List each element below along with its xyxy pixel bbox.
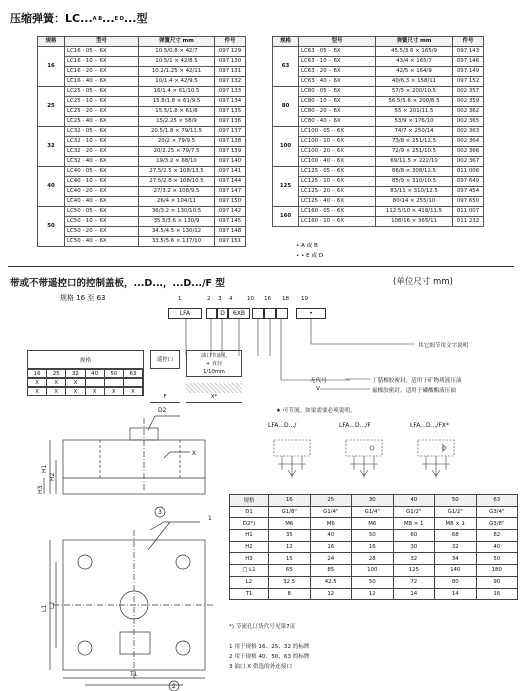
dim-cell: 16/1.4 × 61/10.5 bbox=[139, 87, 215, 97]
dim-value: 12 bbox=[310, 588, 352, 600]
dim-size-header: 30 bbox=[352, 495, 394, 507]
sel-row-1 bbox=[27, 378, 144, 387]
sel-cell: X bbox=[66, 388, 85, 395]
label-h3: H3 bbox=[37, 485, 44, 494]
model-cell: LC25 · 10 ·· 6X bbox=[65, 97, 139, 107]
part-cell: 097 151 bbox=[215, 237, 246, 247]
dim-label: T1 bbox=[230, 588, 269, 600]
model-cell: LC40 · 05 ·· 6X bbox=[65, 167, 139, 177]
label-n2: 2 bbox=[172, 683, 176, 690]
label-l1: L1 bbox=[41, 604, 48, 612]
dim-row bbox=[230, 518, 518, 530]
variant-2: LFA...D.../F bbox=[339, 422, 371, 429]
model-cell: LC32 · 10 ·· 6X bbox=[65, 137, 139, 147]
col-part-no: 件号 bbox=[215, 37, 246, 47]
dim-value: M8 × 1 bbox=[393, 518, 435, 530]
dim-row bbox=[230, 541, 518, 553]
code-pos-4: 4 bbox=[229, 296, 233, 302]
model-cell: LC50 · 40 ·· 6X bbox=[65, 237, 139, 247]
code-pos-19: 19 bbox=[301, 296, 309, 302]
dim-size-header: 16 bbox=[269, 495, 311, 507]
sel-cell: 50 bbox=[105, 370, 124, 377]
dim-value: 80 bbox=[435, 576, 477, 588]
dim-value: 180 bbox=[476, 565, 518, 577]
dim-cell: 43/4 × 165/7 bbox=[376, 57, 453, 67]
dim-cell: 20.5/1.8 × 79/11.5 bbox=[139, 127, 215, 137]
part-cell: 097 141 bbox=[215, 167, 246, 177]
part-cell: 097 132 bbox=[215, 77, 246, 87]
code-lfa: LFA bbox=[168, 308, 202, 319]
unit-note: (单位尺寸 mm) bbox=[393, 277, 453, 287]
sel-cell: X bbox=[28, 379, 47, 386]
dim-cell: 86/8 × 308/12.5 bbox=[376, 167, 453, 177]
dim-cell: 80/14 × 255/10 bbox=[376, 197, 453, 207]
part-cell: 002 363 bbox=[453, 127, 484, 137]
dim-value: 82 bbox=[476, 530, 518, 542]
sel-cell: 16 bbox=[28, 370, 47, 377]
size-cell: 50 bbox=[38, 207, 65, 247]
size-cell: 25 bbox=[38, 87, 65, 127]
size-cell: 40 bbox=[38, 167, 65, 207]
dim-value: 65 bbox=[269, 565, 311, 577]
sel-spec-header bbox=[27, 350, 144, 369]
model-cell: LC100 · 05 ·· 6X bbox=[299, 127, 376, 137]
code-pos-18: 18 bbox=[282, 296, 290, 302]
dim-value: 16 bbox=[310, 541, 352, 553]
dim-value: G1/4" bbox=[352, 506, 394, 518]
dim-value: 40 bbox=[476, 541, 518, 553]
dim-value: M6 bbox=[269, 518, 311, 530]
dim-cell: 55 × 201/11.5 bbox=[376, 107, 453, 117]
dim-value: 30 bbox=[393, 541, 435, 553]
dim-value: 50 bbox=[352, 576, 394, 588]
code-pos-10: 10 bbox=[247, 296, 255, 302]
part-cell: 097 148 bbox=[215, 227, 246, 237]
sel-cell: X bbox=[47, 388, 66, 395]
sel-orifice-header: 油口节流孔 + 直径 1/10mm bbox=[186, 350, 242, 377]
dim-cell: 56.5/5.6 × 200/8.5 bbox=[376, 97, 453, 107]
dim-value: 24 bbox=[310, 553, 352, 565]
sel-size-row bbox=[27, 369, 144, 378]
dim-value: 40 bbox=[310, 530, 352, 542]
hydraulic-symbols bbox=[260, 430, 480, 485]
dim-row bbox=[230, 588, 518, 600]
cover-drawing bbox=[37, 400, 240, 691]
label-n3: 3 bbox=[158, 509, 162, 516]
label-x: X bbox=[192, 450, 197, 457]
dim-value: M8 × 1 bbox=[435, 518, 477, 530]
size-cell: 80 bbox=[273, 87, 299, 127]
dim-value: 140 bbox=[435, 565, 477, 577]
dim-label: D2*) bbox=[230, 518, 269, 530]
sel-cell bbox=[86, 379, 105, 386]
dim-cell: 72/9 × 251/10.5 bbox=[376, 147, 453, 157]
dim-label: L2 bbox=[230, 576, 269, 588]
size-cell: 100 bbox=[273, 127, 299, 167]
dim-value: 12 bbox=[352, 588, 394, 600]
dim-value: G1/2" bbox=[393, 506, 435, 518]
seal-fkm-note: 氟橡胶密封。适用于磷酸酯液压油 bbox=[372, 388, 456, 394]
part-cell: 097 139 bbox=[215, 147, 246, 157]
col-model: 型号 bbox=[299, 37, 376, 47]
dim-label: □ L1 bbox=[230, 565, 269, 577]
part-cell: 097 142 bbox=[215, 207, 246, 217]
dim-cell: 10.5/0.8 × 42/7 bbox=[139, 47, 215, 57]
sel-cell: 25 bbox=[47, 370, 66, 377]
sel-xstar: X* bbox=[186, 394, 242, 403]
dim-cell: 15.8/1.8 × 61/9.5 bbox=[139, 97, 215, 107]
seal-no-code: 无代号 bbox=[310, 378, 327, 384]
dim-cell: 40/6.3 × 158/11 bbox=[376, 77, 453, 87]
dim-row bbox=[230, 565, 518, 577]
label-t1: T1 bbox=[130, 671, 138, 678]
part-cell: 097 138 bbox=[215, 137, 246, 147]
code-pos-2: 2 bbox=[207, 296, 211, 302]
dim-cell: 27/3.2 × 108/9.5 bbox=[139, 187, 215, 197]
sel-cell: X bbox=[66, 379, 85, 386]
dim-cell: 35.5/3.6 × 130/9 bbox=[139, 217, 215, 227]
part-cell: 002 367 bbox=[453, 157, 484, 167]
dim-cell: 36/3.2 × 130/10.5 bbox=[139, 207, 215, 217]
sel-hatch bbox=[186, 383, 242, 393]
model-cell: LC16 · 40 ·· 6X bbox=[65, 77, 139, 87]
dim-cell: 42/5 × 164/9 bbox=[376, 67, 453, 77]
dim-value: G3/4" bbox=[476, 506, 518, 518]
col-part-no: 件号 bbox=[453, 37, 484, 47]
dim-value: M6 bbox=[310, 518, 352, 530]
dim-value: 34 bbox=[435, 553, 477, 565]
dim-cell: 10.2/1.25 × 42/11 bbox=[139, 67, 215, 77]
model-cell: LC25 · 05 ·· 6X bbox=[65, 87, 139, 97]
dim-cell: 83/11 × 310/12.5 bbox=[376, 187, 453, 197]
sel-cell: X bbox=[105, 388, 124, 395]
note-3: 3 油口 X 供选的外连接口 bbox=[229, 664, 293, 670]
dim-cell: 27.5/2.5 × 108/13.5 bbox=[139, 167, 215, 177]
dim-value: 50 bbox=[352, 530, 394, 542]
model-cell: LC63 · 10 ·· 6X bbox=[299, 57, 376, 67]
dim-value: 72 bbox=[393, 576, 435, 588]
col-spring-dim: 弹簧尺寸 mm bbox=[376, 37, 453, 47]
dim-value: 85 bbox=[310, 565, 352, 577]
dim-value: 125 bbox=[393, 565, 435, 577]
dim-value: G1/8" bbox=[269, 506, 311, 518]
model-cell: LC100 · 40 ·· 6X bbox=[299, 157, 376, 167]
size-cell: 160 bbox=[273, 207, 299, 227]
model-cell: LC25 · 40 ·· 6X bbox=[65, 117, 139, 127]
dim-value: 16 bbox=[352, 541, 394, 553]
part-cell: 097 145 bbox=[215, 217, 246, 227]
other-details-note: 其它细节用文字说明 bbox=[418, 343, 469, 349]
sel-cell bbox=[105, 379, 124, 386]
model-cell: LC40 · 20 ·· 6X bbox=[65, 187, 139, 197]
part-cell: 002 359 bbox=[453, 97, 484, 107]
part-cell: 002 362 bbox=[453, 107, 484, 117]
dim-row bbox=[230, 530, 518, 542]
dim-cell: 20/2.25 × 79/7.5 bbox=[139, 147, 215, 157]
dimension-table bbox=[229, 494, 518, 600]
model-cell: LC100 · 20 ·· 6X bbox=[299, 147, 376, 157]
sel-cell: X bbox=[124, 388, 143, 395]
dim-cell: 73/8 × 251/12.5 bbox=[376, 137, 453, 147]
dim-size-label: 规格 bbox=[230, 495, 269, 507]
size-cell: 63 bbox=[273, 47, 299, 87]
seal-v: V bbox=[316, 386, 320, 392]
title-fraction-ed: E D bbox=[114, 15, 124, 22]
size-cell: 32 bbox=[38, 127, 65, 167]
dim-size-header: 40 bbox=[393, 495, 435, 507]
dim-value: M6 bbox=[352, 518, 394, 530]
dim-size-header: 50 bbox=[435, 495, 477, 507]
optional-note: ★ 可节流。如果需要必须说明。 bbox=[276, 408, 356, 414]
code-pos-16: 16 bbox=[264, 296, 272, 302]
dim-value: 12 bbox=[269, 541, 311, 553]
dim-label: H2 bbox=[230, 541, 269, 553]
dim-value: 15 bbox=[269, 553, 311, 565]
model-cell: LC125 · 05 ·· 6X bbox=[299, 167, 376, 177]
col-size: 规格 bbox=[38, 37, 65, 47]
model-cell: LC63 · 05 ·· 6X bbox=[299, 47, 376, 57]
dim-cell: 53/9 × 176/10 bbox=[376, 117, 453, 127]
model-cell: LC63 · 20 ·· 6X bbox=[299, 67, 376, 77]
part-cell: 097 147 bbox=[215, 187, 246, 197]
model-cell: LC160 · 10 ·· 6X bbox=[299, 217, 376, 227]
part-cell: 097 143 bbox=[453, 47, 484, 57]
dim-cell: 33.5/5.6 × 117/10 bbox=[139, 237, 215, 247]
part-cell: 097 136 bbox=[215, 117, 246, 127]
dim-label: D1 bbox=[230, 506, 269, 518]
dim-cell: 74/7 × 250/14 bbox=[376, 127, 453, 137]
model-cell: LC32 · 05 ·· 6X bbox=[65, 127, 139, 137]
part-cell: 097 137 bbox=[215, 127, 246, 137]
cover-title: 带或不带遥控口的控制盖板，...D...，...D.../F 型 bbox=[10, 278, 225, 289]
part-cell: 002 357 bbox=[453, 87, 484, 97]
model-cell: LC25 · 20 ·· 6X bbox=[65, 107, 139, 117]
title-fraction-ab: A B bbox=[92, 15, 103, 22]
variant-1: LFA...D.../ bbox=[268, 422, 297, 429]
model-cell: LC50 · 05 ·· 6X bbox=[65, 207, 139, 217]
model-cell: LC125 · 10 ·· 6X bbox=[299, 177, 376, 187]
code-dot: • bbox=[296, 308, 326, 319]
part-cell: 097 140 bbox=[215, 157, 246, 167]
label-l2: L2 bbox=[49, 601, 56, 609]
dim-cell: 112.5/10 × 418/11.5 bbox=[376, 207, 453, 217]
sel-cell: 63 bbox=[124, 370, 143, 377]
dim-cell: 20/2 × 79/9.5 bbox=[139, 137, 215, 147]
model-cell: LC80 · 40 ·· 6X bbox=[299, 117, 376, 127]
dim-cell: 15.5/1.8 × 61/8 bbox=[139, 107, 215, 117]
part-cell: 011 006 bbox=[453, 167, 484, 177]
sel-f: F bbox=[150, 394, 180, 403]
part-cell: 097 130 bbox=[215, 57, 246, 67]
model-cell: LC80 · 05 ·· 6X bbox=[299, 87, 376, 97]
dim-row bbox=[230, 576, 518, 588]
dim-header-row bbox=[230, 495, 518, 507]
part-cell: 097 144 bbox=[215, 177, 246, 187]
dim-cell: 27.5/2.8 × 108/10.5 bbox=[139, 177, 215, 187]
sel-spec-label: 规格 bbox=[79, 358, 92, 364]
dim-cell: 108/16 × 365/11 bbox=[376, 217, 453, 227]
note-2: 2 用于规格 40、50、63 的标牌 bbox=[229, 654, 310, 660]
dim-value: 50 bbox=[476, 553, 518, 565]
dim-value: 60 bbox=[393, 530, 435, 542]
dim-size-header: 25 bbox=[310, 495, 352, 507]
dim-value: 90 bbox=[476, 576, 518, 588]
dim-value: 100 bbox=[352, 565, 394, 577]
dim-value: 68 bbox=[435, 530, 477, 542]
model-cell: LC32 · 20 ·· 6X bbox=[65, 147, 139, 157]
code-6xb: 6XB bbox=[228, 308, 250, 319]
dim-cell: 10.5/1 × 42/8.5 bbox=[139, 57, 215, 67]
dim-label: H3 bbox=[230, 553, 269, 565]
col-model: 型号 bbox=[65, 37, 139, 47]
sel-row-2 bbox=[27, 387, 144, 396]
sel-cell: 40 bbox=[86, 370, 105, 377]
series-note: 规格 16 至 63 bbox=[60, 294, 106, 302]
part-cell: 011 007 bbox=[453, 207, 484, 217]
dim-row bbox=[230, 506, 518, 518]
note-1: 1 用于规格 16、25、32 的标牌 bbox=[229, 644, 310, 650]
model-cell: LC16 · 10 ·· 6X bbox=[65, 57, 139, 67]
model-cell: LC100 · 10 ·· 6X bbox=[299, 137, 376, 147]
legend-ab: • A 或 B bbox=[296, 243, 318, 249]
sel-cell bbox=[124, 379, 143, 386]
sel-cell: X bbox=[47, 379, 66, 386]
part-cell: 097 650 bbox=[453, 197, 484, 207]
dim-value: 8 bbox=[269, 588, 311, 600]
dim-cell: 26/4 × 104/11 bbox=[139, 197, 215, 207]
dim-value: 32 bbox=[393, 553, 435, 565]
dim-value: 32 bbox=[435, 541, 477, 553]
dim-row bbox=[230, 553, 518, 565]
part-cell: 097 454 bbox=[453, 187, 484, 197]
sel-cell: X bbox=[86, 388, 105, 395]
model-cell: LC40 · 10 ·· 6X bbox=[65, 177, 139, 187]
dim-cell: 10/1.4 × 42/9.5 bbox=[139, 77, 215, 87]
code-d: D bbox=[217, 308, 228, 319]
part-cell: 002 365 bbox=[453, 117, 484, 127]
sel-cell: X bbox=[28, 388, 47, 395]
dim-cell: 85/9 × 310/10.5 bbox=[376, 177, 453, 187]
seal-nbr-note: 丁腈橡胶密封。适用于矿物质液压油 bbox=[372, 378, 462, 384]
label-n1: 1 bbox=[208, 515, 212, 522]
dim-label: H1 bbox=[230, 530, 269, 542]
part-cell: 002 364 bbox=[453, 137, 484, 147]
part-cell: 097 129 bbox=[215, 47, 246, 57]
model-cell: LC125 · 20 ·· 6X bbox=[299, 187, 376, 197]
part-cell: 097 135 bbox=[215, 107, 246, 117]
dim-cell: 15/2.25 × 58/9 bbox=[139, 117, 215, 127]
model-cell: LC63 · 40 ·· 6X bbox=[299, 77, 376, 87]
dim-value: 14 bbox=[435, 588, 477, 600]
code-pos-3: 3 bbox=[218, 296, 222, 302]
dim-cell: 45.5/3.6 × 165/9 bbox=[376, 47, 453, 57]
model-cell: LC16 · 05 ·· 6X bbox=[65, 47, 139, 57]
model-cell: LC50 · 10 ·· 6X bbox=[65, 217, 139, 227]
dim-value: 32.5 bbox=[269, 576, 311, 588]
col-spring-dim: 弹簧尺寸 mm bbox=[139, 37, 215, 47]
part-cell: 002 366 bbox=[453, 147, 484, 157]
size-cell: 16 bbox=[38, 47, 65, 87]
part-cell: 097 150 bbox=[215, 197, 246, 207]
part-cell: 097 133 bbox=[215, 87, 246, 97]
dim-cell: 34.5/4.5 × 130/12 bbox=[139, 227, 215, 237]
part-cell: 097 146 bbox=[453, 57, 484, 67]
model-cell: LC160 · 05 ·· 6X bbox=[299, 207, 376, 217]
dim-cell: 69/11.5 × 222/10 bbox=[376, 157, 453, 167]
dim-value: 16 bbox=[476, 588, 518, 600]
star-icon: ★ bbox=[276, 408, 282, 414]
dim-value: G1/4" bbox=[310, 506, 352, 518]
part-cell: 097 649 bbox=[453, 177, 484, 187]
label-h2: H2 bbox=[49, 472, 56, 481]
dim-value: 14 bbox=[393, 588, 435, 600]
model-cell: LC16 · 20 ·· 6X bbox=[65, 67, 139, 77]
dim-value: 28 bbox=[352, 553, 394, 565]
model-cell: LC80 · 10 ·· 6X bbox=[299, 97, 376, 107]
variant-3: LFA...D.../FX* bbox=[410, 422, 449, 429]
part-cell: 097 152 bbox=[453, 77, 484, 87]
model-cell: LC32 · 40 ·· 6X bbox=[65, 157, 139, 167]
dim-size-header: 63 bbox=[476, 495, 518, 507]
part-cell: 011 232 bbox=[453, 217, 484, 227]
dim-cell: 57/5 × 200/10.5 bbox=[376, 87, 453, 97]
label-d2: D2 bbox=[158, 407, 167, 414]
dim-cell: 19/3.2 × 68/10 bbox=[139, 157, 215, 167]
model-cell: LC40 · 40 ·· 6X bbox=[65, 197, 139, 207]
code-pos-1: 1 bbox=[178, 296, 182, 302]
sel-cell: 32 bbox=[66, 370, 85, 377]
label-h1: H1 bbox=[41, 464, 48, 473]
part-cell: 097 134 bbox=[215, 97, 246, 107]
dim-value: G1/2" bbox=[435, 506, 477, 518]
footnote-orifice: *) 节流孔订货代号见第7页 bbox=[229, 624, 296, 630]
model-cell: LC50 · 20 ·· 6X bbox=[65, 227, 139, 237]
part-cell: 097 149 bbox=[453, 67, 484, 77]
spring-title: 压缩弹簧：LC...A B...E D...型 bbox=[10, 12, 148, 25]
part-cell: 097 131 bbox=[215, 67, 246, 77]
dim-value: 42.5 bbox=[310, 576, 352, 588]
model-cell: LC80 · 20 ·· 6X bbox=[299, 107, 376, 117]
size-cell: 125 bbox=[273, 167, 299, 207]
sel-remote-header: 遥控口 bbox=[150, 350, 180, 369]
dim-value: 35 bbox=[269, 530, 311, 542]
dim-value: G3/8" bbox=[476, 518, 518, 530]
model-cell: LC125 · 40 ·· 6X bbox=[299, 197, 376, 207]
legend-ed: • • E 或 D bbox=[296, 253, 324, 259]
col-size: 规格 bbox=[273, 37, 299, 47]
